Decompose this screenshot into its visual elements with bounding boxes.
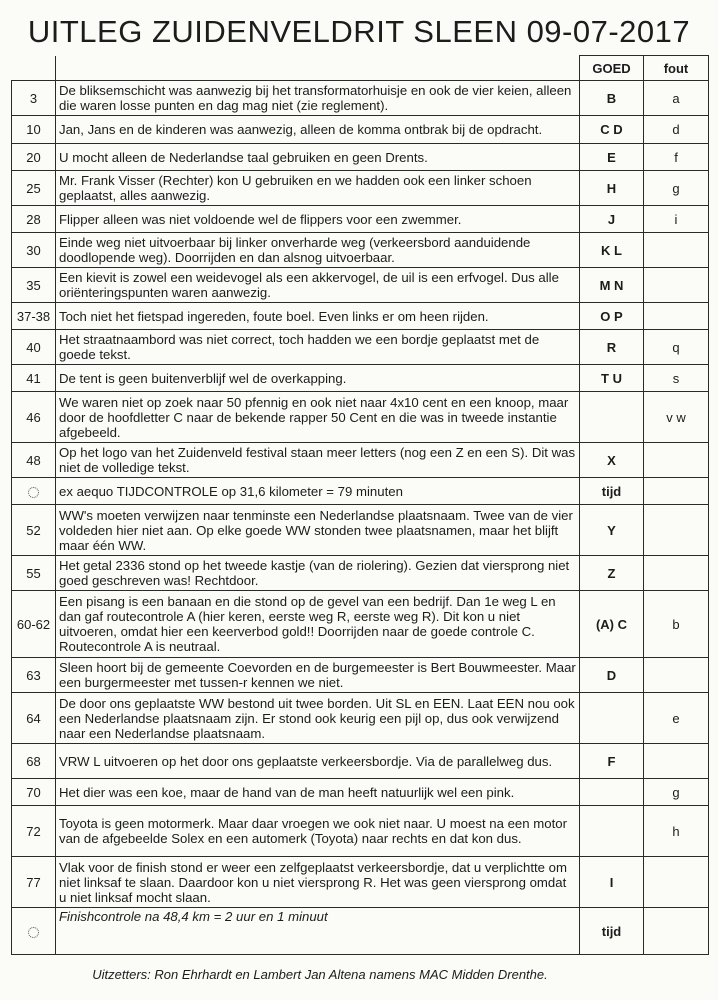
goed-cell: R	[580, 330, 644, 365]
goed-cell: J	[580, 206, 644, 233]
clock-icon	[28, 927, 39, 938]
table-row	[12, 365, 709, 392]
fout-cell	[644, 857, 709, 908]
row-number: 60-62	[12, 591, 56, 658]
row-number: 55	[12, 556, 56, 591]
row-number	[12, 908, 56, 955]
goed-cell: Z	[580, 556, 644, 591]
goed-cell: X	[580, 443, 644, 478]
goed-cell: I	[580, 857, 644, 908]
row-explanation: Vlak voor de finish stond er weer een zelfgeplaatst verkeersbordje, dat u verplichtte om niet linksaf te slaan. Daardoor kon u niet viersprong R. Het was geen viersprong omdat u niet linksaf mocht slaan.	[56, 857, 580, 908]
row-number: 52	[12, 505, 56, 556]
row-number: 72	[12, 806, 56, 857]
table-row	[12, 392, 709, 443]
fout-cell	[644, 268, 709, 303]
row-number: 63	[12, 658, 56, 693]
table-row	[12, 81, 709, 116]
row-number: 25	[12, 171, 56, 206]
fout-header: fout	[644, 56, 709, 81]
row-explanation: Toch niet het fietspad ingereden, foute boel. Even links er om heen rijden.	[56, 303, 580, 330]
table-row	[12, 268, 709, 303]
row-explanation: Een kievit is zowel een weidevogel als een akkervogel, de uil is een erfvogel. Dus alle oriënteringspunten waren aanwezig.	[56, 268, 580, 303]
row-explanation: Het dier was een koe, maar de hand van de man heeft natuurlijk wel een pink.	[56, 779, 580, 806]
table-row	[12, 443, 709, 478]
row-explanation: Het getal 2336 stond op het tweede kastje (van de riolering). Gezien dat viersprong niet goed geschreven was! Rechtdoor.	[56, 556, 580, 591]
table-row	[12, 206, 709, 233]
fout-cell: i	[644, 206, 709, 233]
row-explanation: Sleen hoort bij de gemeente Coevorden en de burgemeester is Bert Bouwmeester. Maar een burgermeester met tussen-r kennen we niet.	[56, 658, 580, 693]
goed-cell: D	[580, 658, 644, 693]
fout-cell: s	[644, 365, 709, 392]
row-explanation: Finishcontrole na 48,4 km = 2 uur en 1 minuut	[56, 908, 580, 955]
row-explanation: VRW L uitvoeren op het door ons geplaatste verkeersbordje. Via de parallelweg dus.	[56, 744, 580, 779]
row-number	[12, 478, 56, 505]
row-number: 41	[12, 365, 56, 392]
table-row	[12, 693, 709, 744]
page-title: UITLEG ZUIDENVELDRIT SLEEN 09-07-2017	[27, 14, 691, 49]
table-header-row	[12, 56, 709, 81]
fout-cell	[644, 443, 709, 478]
row-number: 3	[12, 81, 56, 116]
row-number: 10	[12, 116, 56, 144]
fout-cell: g	[644, 779, 709, 806]
row-explanation: Op het logo van het Zuidenveld festival staan meer letters (nog een Z en een S). Dit was niet de volledige tekst.	[56, 443, 580, 478]
fout-cell: b	[644, 591, 709, 658]
goed-cell: O P	[580, 303, 644, 330]
table-row	[12, 116, 709, 144]
row-explanation: We waren niet op zoek naar 50 pfennig en ook niet naar 4x10 cent en een knoop, maar door de hoofdletter C naar de bekende rapper 50 Cent en die was in tweede instantie afgebeeld.	[56, 392, 580, 443]
row-number: 46	[12, 392, 56, 443]
row-explanation: De bliksemschicht was aanwezig bij het transformatorhuisje en ook de vier keien, alleen die waren losse punten en dag mag niet (zie reglement).	[56, 81, 580, 116]
table-row	[12, 144, 709, 171]
fout-cell: g	[644, 171, 709, 206]
goed-cell: Y	[580, 505, 644, 556]
row-explanation: De door ons geplaatste WW bestond uit twee borden. Uit SL en EEN. Laat EEN nou ook een Nederlandse plaatsnaam zijn. Er stond ook keurig een pijl op, dus ook verwijzend naar een Nederlandse plaatsnaam.	[56, 693, 580, 744]
fout-cell	[644, 658, 709, 693]
fout-cell: f	[644, 144, 709, 171]
fout-cell: v w	[644, 392, 709, 443]
row-number: 37-38	[12, 303, 56, 330]
table-row	[12, 556, 709, 591]
goed-cell: E	[580, 144, 644, 171]
goed-cell	[580, 779, 644, 806]
table-row	[12, 779, 709, 806]
row-number: 28	[12, 206, 56, 233]
row-number: 48	[12, 443, 56, 478]
fout-cell: e	[644, 693, 709, 744]
row-explanation: De tent is geen buitenverblijf wel de overkapping.	[56, 365, 580, 392]
fout-cell	[644, 744, 709, 779]
row-number: 40	[12, 330, 56, 365]
table-row	[12, 658, 709, 693]
goed-cell	[580, 806, 644, 857]
row-number: 64	[12, 693, 56, 744]
row-explanation: WW's moeten verwijzen naar tenminste een Nederlandse plaatsnaam. Twee van de vier voldeden hier niet aan. Op elke goede WW stonden twee plaatsnamen, maar het blijft maar één WW.	[56, 505, 580, 556]
fout-cell	[644, 478, 709, 505]
goed-cell: F	[580, 744, 644, 779]
goed-cell: C D	[580, 116, 644, 144]
goed-cell: H	[580, 171, 644, 206]
table-row	[12, 505, 709, 556]
fout-cell	[644, 233, 709, 268]
row-explanation: Mr. Frank Visser (Rechter) kon U gebruiken en we hadden ook een linker schoen geplaatst, alles aanwezig.	[56, 171, 580, 206]
fout-cell	[644, 303, 709, 330]
row-explanation: Jan, Jans en de kinderen was aanwezig, alleen de komma ontbrak bij de opdracht.	[56, 116, 580, 144]
table-row	[12, 171, 709, 206]
table-row	[12, 857, 709, 908]
table-row	[12, 233, 709, 268]
table-row	[12, 908, 709, 955]
fout-cell: a	[644, 81, 709, 116]
goed-cell: tijd	[580, 908, 644, 955]
fout-cell: d	[644, 116, 709, 144]
fout-cell: q	[644, 330, 709, 365]
goed-cell: K L	[580, 233, 644, 268]
header-blank-cell	[56, 56, 580, 81]
footer-credits: Uitzetters: Ron Ehrhardt en Lambert Jan Altena namens MAC Midden Drenthe.	[92, 967, 548, 982]
goed-cell: B	[580, 81, 644, 116]
goed-cell: M N	[580, 268, 644, 303]
row-explanation: Einde weg niet uitvoerbaar bij linker onverharde weg (verkeersbord aanduidende doodlopende weg). Doorrijden en dan alsnog uitvoerbaar.	[56, 233, 580, 268]
table-row	[12, 806, 709, 857]
header-blank-cell	[12, 56, 56, 81]
table-row	[12, 303, 709, 330]
row-explanation: Een pisang is een banaan en die stond op de gevel van een bedrijf. Dan 1e weg L en dan gaf routecontrole A (hier keren, eerste weg R, eerste weg R). Dit kon u niet uitvoeren, omdat hier een keerverbod gold!! Doorrijden naar de goede controle C. Routecontrole A is neutraal.	[56, 591, 580, 658]
table-row	[12, 591, 709, 658]
fout-cell	[644, 908, 709, 955]
row-number: 35	[12, 268, 56, 303]
goed-cell	[580, 693, 644, 744]
row-explanation: ex aequo TIJDCONTROLE op 31,6 kilometer = 79 minuten	[56, 478, 580, 505]
fout-cell: h	[644, 806, 709, 857]
row-explanation: U mocht alleen de Nederlandse taal gebruiken en geen Drents.	[56, 144, 580, 171]
row-explanation: Flipper alleen was niet voldoende wel de flippers voor een zwemmer.	[56, 206, 580, 233]
row-number: 20	[12, 144, 56, 171]
table-row	[12, 744, 709, 779]
row-number: 70	[12, 779, 56, 806]
fout-cell	[644, 505, 709, 556]
row-number: 68	[12, 744, 56, 779]
goed-cell: tijd	[580, 478, 644, 505]
table-row	[12, 478, 709, 505]
row-number: 77	[12, 857, 56, 908]
results-table	[11, 55, 709, 955]
row-explanation: Het straatnaambord was niet correct, toch hadden we een bordje geplaatst met de goede tekst.	[56, 330, 580, 365]
clock-icon	[28, 487, 39, 498]
table-row	[12, 330, 709, 365]
goed-cell	[580, 392, 644, 443]
goed-header: GOED	[580, 56, 644, 81]
goed-cell: (A) C	[580, 591, 644, 658]
fout-cell	[644, 556, 709, 591]
row-number: 30	[12, 233, 56, 268]
row-explanation: Toyota is geen motormerk. Maar daar vroegen we ook niet naar. U moest na een motor van de afgebeelde Solex en een automerk (Toyota) naar rechts en dat kon dus.	[56, 806, 580, 857]
goed-cell: T U	[580, 365, 644, 392]
